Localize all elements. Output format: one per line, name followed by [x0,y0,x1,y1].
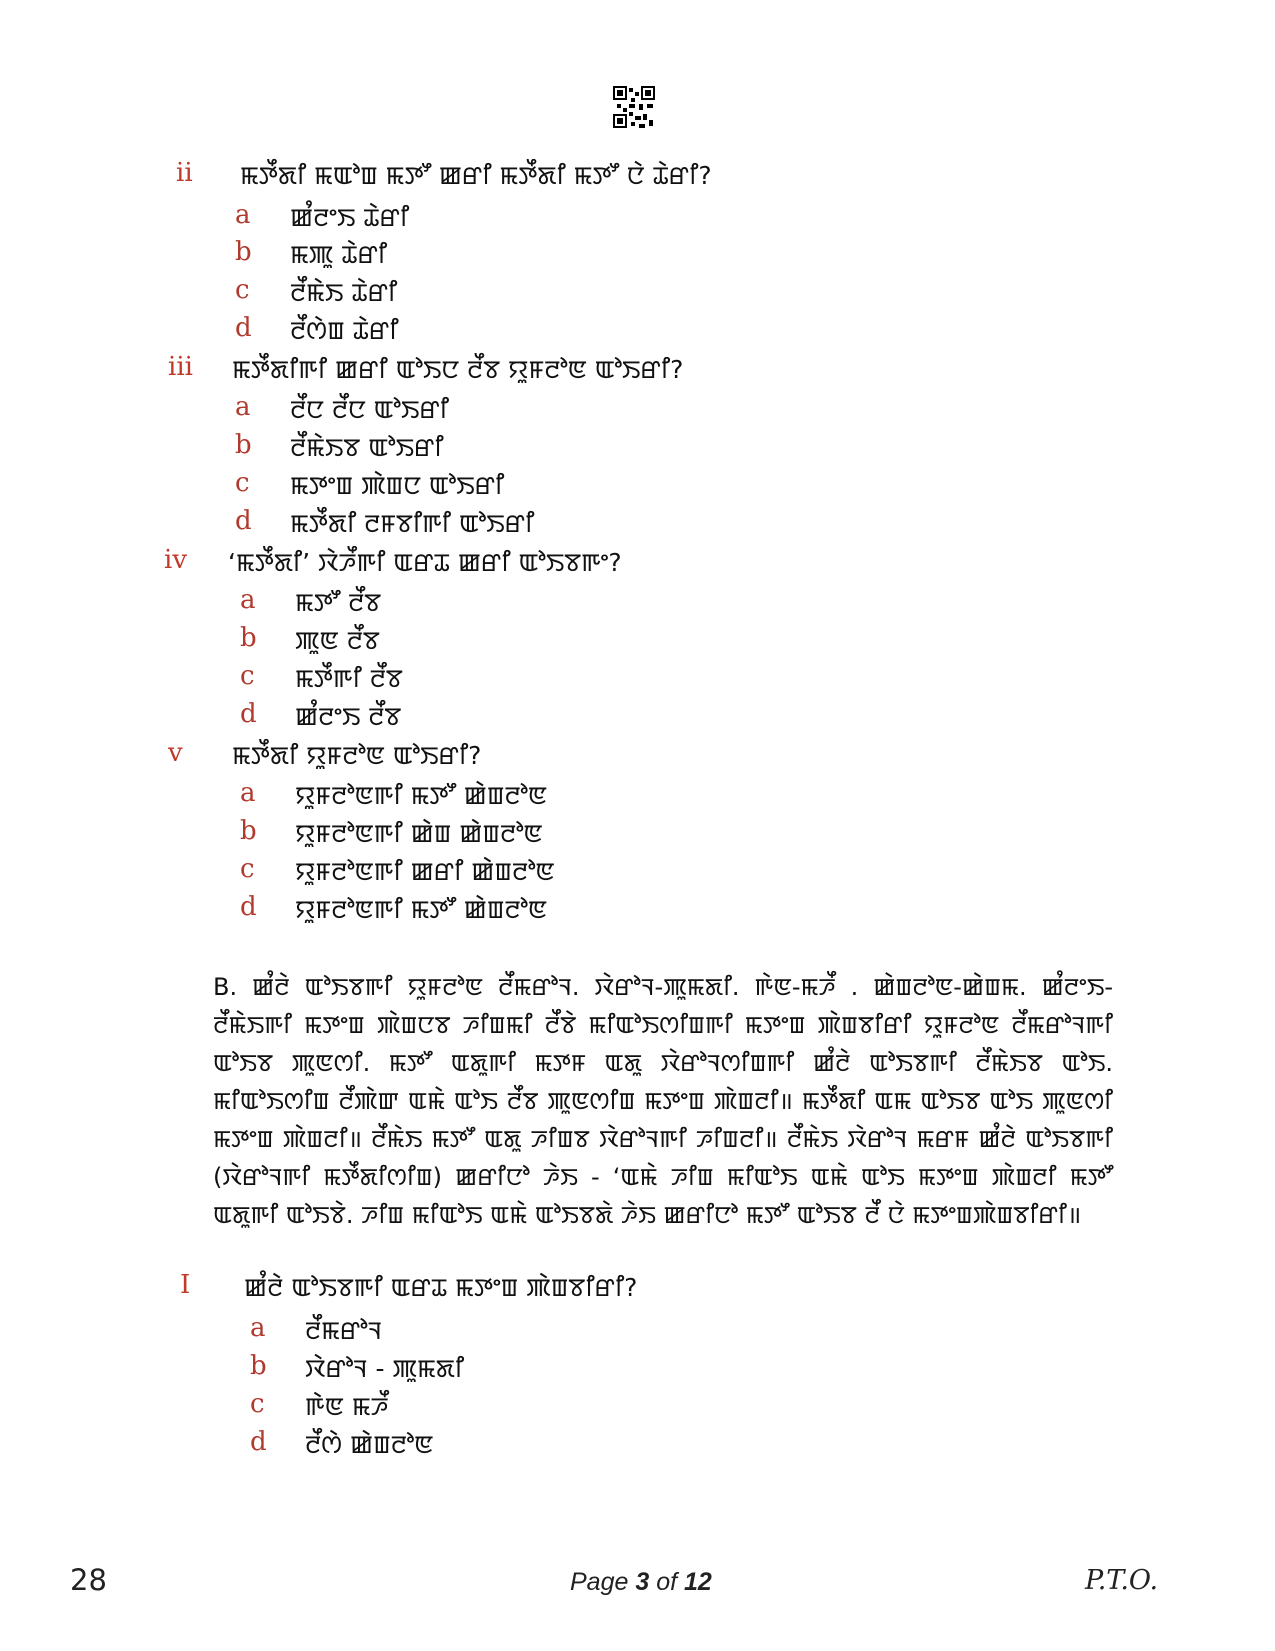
page-indicator [570,1568,712,1597]
option-text: ꯃꯇꯧ ꯂꯩꯕ [295,588,382,617]
option-label: b [235,237,252,267]
option-label: d [250,1427,267,1457]
question-number: I [180,1270,191,1300]
option-text: ꯌꯨꯝꯂꯣꯟꯒꯤ ꯃꯇꯧ ꯀꯥꯡꯂꯣꯟ [295,895,548,924]
page-of: of [656,1568,678,1596]
option-label: c [250,1389,265,1419]
option-label: b [240,816,257,846]
option-label: a [240,778,256,808]
option-text: ꯂꯩꯁꯥ ꯀꯥꯡꯂꯣꯟ [305,1430,434,1459]
question-number: iv [164,545,188,575]
question-text: ‘ꯃꯇꯩꯗꯤ’ ꯋꯥꯍꯩꯒꯤ ꯑꯔꯊ ꯀꯔꯤ ꯑꯣꯏꯕꯒꯦ? [228,548,622,577]
option-text: ꯒꯥꯟ ꯃꯍꯩ [305,1392,389,1421]
option-text: ꯂꯩꯁꯥꯡ ꯊꯥꯔꯤ [290,316,399,345]
question-text: ꯀꯪꯂꯥ ꯑꯣꯏꯕꯒꯤ ꯑꯔꯊ ꯃꯇꯦꯡ ꯄꯥꯡꯕꯤꯔꯤ? [244,1273,638,1302]
option-label: d [235,506,252,536]
page-total: 12 [684,1568,712,1596]
option-text: ꯂꯩꯃꯥꯏꯕ ꯑꯣꯏꯔꯤ [290,433,444,462]
option-text: ꯀꯪꯂꯦꯏ ꯂꯩꯕ [295,702,402,731]
question-number: v [168,738,183,768]
option-text: ꯌꯨꯝꯂꯣꯟꯒꯤ ꯀꯥꯡ ꯀꯥꯡꯂꯣꯟ [295,819,543,848]
question-number: iii [168,352,193,382]
option-text: ꯋꯥꯔꯣꯜ - ꯄꯨꯃꯗꯤ [305,1354,465,1383]
passage-b [213,968,1113,1234]
option-label: a [240,585,256,615]
option-text: ꯃꯇꯩꯗꯤ ꯂꯝꯕꯤꯒꯤ ꯑꯣꯏꯔꯤ [290,509,535,538]
option-label: a [250,1313,266,1343]
qr-code [613,86,655,128]
option-label: d [235,313,252,343]
option-text: ꯂꯩꯅ ꯂꯩꯅ ꯑꯣꯏꯔꯤ [290,395,449,424]
page-prefix: Page [570,1568,629,1596]
question-text: ꯃꯇꯩꯗꯤꯒꯤ ꯀꯔꯤ ꯑꯣꯏꯅ ꯂꯩꯕ ꯌꯨꯝꯂꯣꯟ ꯑꯣꯏꯔꯤ? [232,355,684,384]
option-text: ꯌꯨꯝꯂꯣꯟꯒꯤ ꯀꯔꯤ ꯀꯥꯡꯂꯣꯟ [295,857,555,886]
option-label: d [240,699,257,729]
option-label: d [240,892,257,922]
option-text: ꯃꯄꯨ ꯊꯥꯔꯤ [290,240,388,269]
question-text: ꯃꯇꯩꯗꯤ ꯃꯑꯣꯡ ꯃꯇꯧ ꯀꯔꯤ ꯃꯇꯩꯗꯤ ꯃꯇꯧ ꯅꯥ ꯊꯥꯔꯤ? [240,161,712,190]
option-text: ꯄꯨꯟ ꯂꯩꯕ [295,626,380,655]
page-current: 3 [635,1568,650,1596]
option-text: ꯌꯨꯝꯂꯣꯟꯒꯤ ꯃꯇꯧ ꯀꯥꯡꯂꯣꯟ [295,781,548,810]
option-label: c [235,468,250,498]
option-text: ꯃꯇꯦꯡ ꯄꯥꯡꯅ ꯑꯣꯏꯔꯤ [290,471,505,500]
option-label: b [235,430,252,460]
page-code: 28 [70,1563,107,1597]
option-text: ꯂꯩꯃꯔꯣꯜ [305,1316,383,1345]
option-label: a [235,200,251,230]
question-text: ꯃꯇꯩꯗꯤ ꯌꯨꯝꯂꯣꯟ ꯑꯣꯏꯔꯤ? [232,741,482,770]
passage-label: B. [213,973,238,1001]
option-label: c [240,661,255,691]
option-text: ꯀꯪꯂꯦꯏ ꯊꯥꯔꯤ [290,203,410,232]
option-text: ꯂꯩꯃꯥꯏ ꯊꯥꯔꯤ [290,278,398,307]
option-label: c [240,854,255,884]
option-label: b [250,1351,267,1381]
option-label: a [235,392,251,422]
option-label: b [240,623,257,653]
option-text: ꯃꯇꯩꯒꯤ ꯂꯩꯕ [295,664,403,693]
pto-label: P.T.O. [1085,1565,1159,1596]
passage-text: ꯀꯪꯂꯥ ꯑꯣꯏꯕꯒꯤ ꯌꯨꯝꯂꯣꯟ ꯂꯩꯃꯔꯣꯜ. ꯋꯥꯔꯣꯜ-ꯄꯨꯃꯗꯤ. ꯒꯥꯟ-ꯃꯍꯩ . ꯀꯥꯡꯂꯣꯟ-ꯀꯥꯡꯃ. ꯀꯪꯂꯦꯏ-ꯂꯩꯃꯥꯏꯒꯤ ꯃꯇꯦꯡ ꯄꯥꯡꯅꯕ ꯍꯤꯡꯃꯤ ꯂꯩꯕꯥ ꯃꯤꯑꯣꯏꯁꯤꯡꯒꯤ ꯃꯇꯦꯡ ꯄꯥꯡꯕꯤꯔꯤ ꯌꯨꯝꯂꯣꯟ ꯂꯩꯃꯔꯣꯜꯒꯤ ꯑꯣꯏꯕ ꯄꯨꯟꯁꯤ. ꯃꯇꯧ ꯑꯗꯨꯒꯤ ꯃꯇꯝ ꯑꯗꯨ ꯋꯥꯔꯣꯜꯁꯤꯡꯒꯤ ꯀꯪꯂꯥ ꯑꯣꯏꯕꯒꯤ ꯂꯩꯃꯥꯏꯕ ꯑꯣꯏ. ꯃꯤꯑꯣꯏꯁꯤꯡ ꯂꯩꯄꯥꯛ ꯑꯃꯥ ꯑꯣꯏ ꯂꯩꯕ ꯄꯨꯟꯁꯤꯡ ꯃꯇꯦꯡ ꯄꯥꯡꯂꯤ॥ ꯃꯇꯩꯗꯤ ꯑꯃ ꯑꯣꯏꯕ ꯑꯣꯏ ꯄꯨꯟꯁꯤ ꯃꯇꯦꯡ ꯄꯥꯡꯂꯤ॥ ꯂꯩꯃꯥꯏ ꯃꯇꯧ ꯑꯗꯨ ꯍꯤꯡꯕ ꯋꯥꯔꯣꯜꯒꯤ ꯍꯤꯡꯂꯤ॥ ꯂꯩꯃꯥꯏ ꯋꯥꯔꯣꯜ ꯃꯔꯝ ꯀꯪꯂꯥ ꯑꯣꯏꯕꯒꯤ (ꯋꯥꯔꯣꯜꯒꯤ ꯃꯇꯩꯗꯤꯁꯤꯡ) ꯀꯔꯤꯅꯣ ꯍꯥꯏ - ‘ꯑꯃꯥ ꯍꯤꯡ ꯃꯤꯑꯣꯏ ꯑꯃꯥ ꯑꯣꯏ ꯃꯇꯦꯡ ꯄꯥꯡꯂꯤ ꯃꯇꯧ ꯑꯗꯨꯒꯤ ꯑꯣꯏꯕꯥ. ꯍꯤꯡ ꯃꯤꯑꯣꯏ ꯑꯃꯥ ꯑꯣꯏꯕꯗꯥ ꯍꯥꯏ ꯀꯔꯤꯅꯣ ꯃꯇꯧ ꯑꯣꯏꯕ ꯂꯩ ꯅꯥ ꯃꯇꯦꯡꯄꯥꯡꯕꯤꯔꯤ॥ [213,973,1113,1229]
question-number: ii [176,158,193,188]
option-label: c [235,275,250,305]
